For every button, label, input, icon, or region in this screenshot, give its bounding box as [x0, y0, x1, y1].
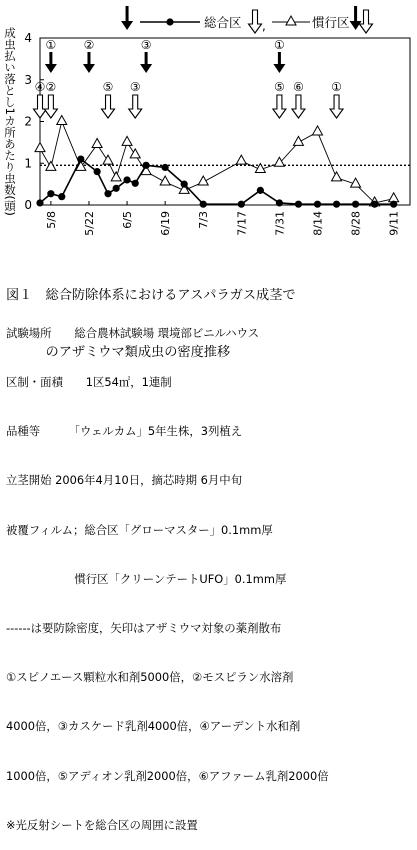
- spray-arrow-sogo-head: [350, 21, 362, 30]
- caption-line-1: 図１ 総合防除体系におけるアスパラガス成茎で: [6, 288, 296, 303]
- sogo-point: [352, 201, 359, 208]
- y-tick-label: 0: [24, 198, 32, 212]
- sogo-point: [143, 162, 150, 169]
- note-film-1: 被覆フィルム；総合区「グローマスター」0.1mm厚: [6, 522, 273, 537]
- sogo-point: [123, 176, 130, 183]
- sogo-point: [238, 201, 245, 208]
- spray-label-kanko: ⑤: [274, 80, 285, 94]
- y-tick-label: 4: [24, 31, 32, 45]
- spray-arrow-sogo-head: [273, 64, 285, 73]
- note-plot-area: 区制・面積 1区54㎡，1連制: [6, 375, 172, 390]
- kanko-point: [57, 116, 67, 125]
- legend-kanko-label: 慣行区: [312, 15, 350, 30]
- sogo-point: [371, 201, 378, 208]
- spray-arrow-kanko: [129, 95, 142, 118]
- kanko-point: [46, 161, 56, 170]
- x-tick-label: 7/17: [235, 211, 249, 236]
- spray-label-kanko: ③: [129, 80, 141, 94]
- spray-label-sogo: ②: [83, 38, 95, 52]
- sogo-point: [295, 201, 302, 208]
- legend-sogo-label: 総合区: [204, 15, 242, 30]
- x-tick-label: 6/5: [121, 211, 135, 229]
- x-tick-label: 7/3: [197, 211, 211, 229]
- experiment-notes: [6, 292, 329, 850]
- note-reflective-sheet: ※光反射シートを総合区の周囲に設置: [6, 817, 198, 832]
- legend-sogo-arrow: [249, 10, 262, 33]
- kanko-point: [111, 172, 121, 181]
- spray-arrow-kanko: [102, 95, 115, 118]
- sogo-point: [390, 201, 397, 208]
- x-tick-label: 6/19: [159, 211, 173, 236]
- sogo-point: [333, 201, 340, 208]
- spray-label-kanko: ⑥: [293, 80, 304, 94]
- sogo-point: [181, 181, 188, 188]
- sogo-point: [94, 168, 101, 175]
- note-chemicals-2: 4000倍，③カスケード乳剤4000倍，④アーデント水和剤: [6, 719, 301, 734]
- sogo-point: [47, 190, 54, 197]
- y-axis-label: 成虫払い落とし1カ所あたり虫数(頭): [3, 27, 17, 216]
- sogo-point: [200, 201, 207, 208]
- y-tick-label: 2: [24, 114, 32, 129]
- y-tick-label: 1: [24, 156, 32, 171]
- spray-label-sogo: ③: [140, 38, 152, 52]
- note-location: 試験場所 総合農林試験場 環境部ビニルハウス: [6, 325, 260, 340]
- spray-arrow-sogo-head: [45, 64, 57, 73]
- series-line-kanko: [40, 122, 394, 203]
- x-tick-label: 5/22: [82, 211, 96, 236]
- note-chemicals-1: ①スピノエース顆粒水和剤5000倍，②モスピラン水溶剤: [6, 670, 294, 685]
- sogo-point: [276, 199, 283, 206]
- spray-arrow-kanko: [34, 95, 47, 118]
- kanko-point: [274, 157, 284, 166]
- note-legend-explain: ------は要防除密度，矢印はアザミウマ対象の薬剤散布: [6, 621, 282, 636]
- kanko-point: [389, 193, 399, 202]
- sogo-point: [314, 201, 321, 208]
- kanko-point: [122, 136, 132, 145]
- note-chemicals-3: 1000倍，⑤アディオン乳剤2000倍，⑥アファーム乳剤2000倍: [6, 768, 329, 783]
- sogo-point: [132, 180, 139, 187]
- legend-kanko-arrow: [360, 10, 373, 33]
- x-tick-label: 8/28: [349, 211, 363, 236]
- spray-arrow-kanko: [44, 95, 57, 118]
- sogo-point: [104, 190, 111, 197]
- kanko-point: [92, 138, 102, 147]
- spray-label-sogo: ①: [45, 38, 57, 52]
- note-variety: 品種等 「ウェルカム」5年生株，3列植え: [6, 424, 243, 439]
- spray-arrow-kanko: [292, 95, 305, 118]
- spray-arrow-sogo-head: [83, 64, 95, 73]
- kanko-point: [35, 143, 45, 152]
- spray-arrow-sogo-head: [121, 21, 133, 30]
- spray-label-kanko: ④: [34, 80, 46, 94]
- caption-line-2: のアザミウマ類成虫の密度推移: [6, 345, 231, 360]
- legend-sogo-marker: [166, 18, 173, 25]
- sogo-point: [58, 193, 65, 200]
- density-chart: [0, 0, 417, 245]
- kanko-point: [313, 126, 323, 135]
- y-tick-label: 3: [24, 72, 32, 87]
- x-tick-label: 9/11: [387, 211, 401, 236]
- note-film-2: 慣行区「クリーンテートUFO」0.1mm厚: [6, 571, 287, 586]
- x-tick-label: 7/31: [273, 211, 287, 236]
- spray-label-kanko: ①: [331, 80, 342, 94]
- sogo-point: [36, 199, 43, 206]
- kanko-point: [332, 172, 342, 181]
- spray-label-sogo: ①: [274, 38, 285, 52]
- kanko-point: [236, 155, 246, 164]
- spray-arrow-kanko: [273, 95, 286, 118]
- sogo-point: [77, 155, 84, 162]
- sogo-point: [162, 164, 169, 171]
- note-dates: 立茎開始 2006年4月10日，摘芯時期 6月中旬: [6, 473, 243, 488]
- sogo-point: [113, 185, 120, 192]
- legend-separator: ,: [262, 19, 266, 33]
- spray-arrow-sogo-head: [140, 64, 152, 73]
- spray-label-kanko: ②: [45, 80, 57, 94]
- spray-arrow-kanko: [330, 95, 343, 118]
- legend-kanko-marker: [286, 16, 296, 25]
- x-tick-label: 5/8: [44, 211, 58, 229]
- x-tick-label: 8/14: [311, 211, 325, 236]
- sogo-point: [257, 187, 264, 194]
- spray-label-kanko: ⑤: [102, 80, 114, 94]
